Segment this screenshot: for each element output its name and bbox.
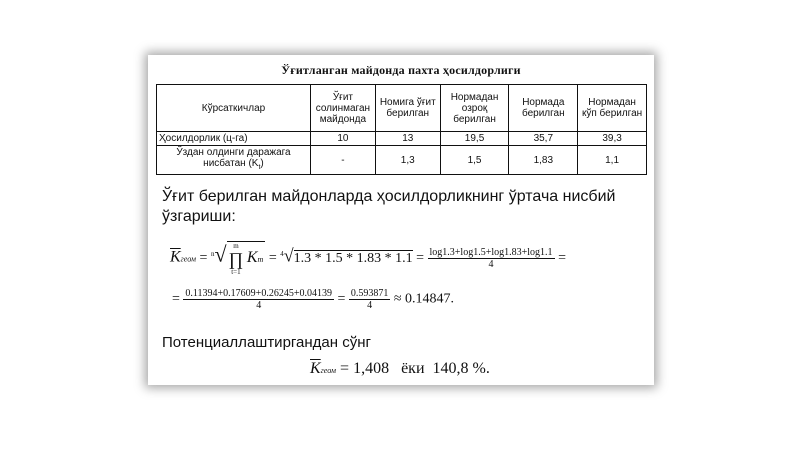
k-bar-symbol: $\overline{K}$ xyxy=(170,248,181,266)
header-cell: Кўрсаткичлар xyxy=(157,85,311,132)
table-cell: 19,5 xyxy=(440,132,509,146)
formula-geometric-mean: $\overline{K}геом = ^n√$ m ∏ t=1 Km = $^4$√1.3 * 1.5 * 1.83 * 1.1 = $\frac{\log 1.3+\log 1.5+\log 1.83+\log 1.1}{4}$ = xyxy=(170,241,566,276)
table-header-row xyxy=(157,85,647,132)
total-fraction: $\frac{0.593871}{4}$ xyxy=(350,288,389,311)
table-cell: 1,83 xyxy=(509,146,578,175)
sum-fraction: $\frac{0.11394+0.17609+0.26245+0.04139}{4}$ xyxy=(185,288,332,311)
table-cell: - xyxy=(310,146,375,175)
document-title: Ўғитланган майдонда пахта ҳосилдорлиги xyxy=(281,63,521,77)
header-cell: Нормадан озроқ берилган xyxy=(440,85,509,132)
formula-computation: = $\frac{0.11394+0.17609+0.26245+0.04139}{4}$ = $\frac{0.593871}{4}$ ≈ 0.14847. xyxy=(172,288,455,311)
table-cell: 35,7 xyxy=(509,132,578,146)
row-label: Ҳосилдорлик (ц-га) xyxy=(157,132,311,146)
table-cell: 1,5 xyxy=(440,146,509,175)
paragraph-potentiation: Потенциаллаштиргандан сўнг xyxy=(162,334,371,351)
table-cell: 39,3 xyxy=(578,132,647,146)
document-page xyxy=(148,55,654,385)
row-label: Ўздан олдинги даражага нисбатан $(K_t)$ xyxy=(157,146,311,175)
result-value: ≈ 0.14847. xyxy=(393,291,455,307)
header-cell: Нормадан кўп берилган xyxy=(578,85,647,132)
table-cell: 1,1 xyxy=(578,146,647,175)
header-cell: Ўғит солинмаган майдонда xyxy=(310,85,375,132)
yield-table xyxy=(156,84,647,175)
header-cell: Нормада берилган xyxy=(509,85,578,132)
table-cell: 1,3 xyxy=(375,146,440,175)
table-cell: 10 xyxy=(310,132,375,146)
table-row xyxy=(157,132,647,146)
table-cell: 13 xyxy=(375,132,440,146)
final-result: $\overline{K}геом = 1,408$ ёки 140,8 %. xyxy=(310,360,490,377)
log-fraction: $\frac{\log 1.3+\log 1.5+\log 1.83+\log 1.1}{4}$ xyxy=(429,247,553,270)
header-cell: Номига ўғит берилган xyxy=(375,85,440,132)
table-row xyxy=(157,146,647,175)
paragraph-intro: Ўғит берилган майдонларда ҳосилдорликнинг ўртача нисбий ўзгариши: xyxy=(162,188,616,225)
